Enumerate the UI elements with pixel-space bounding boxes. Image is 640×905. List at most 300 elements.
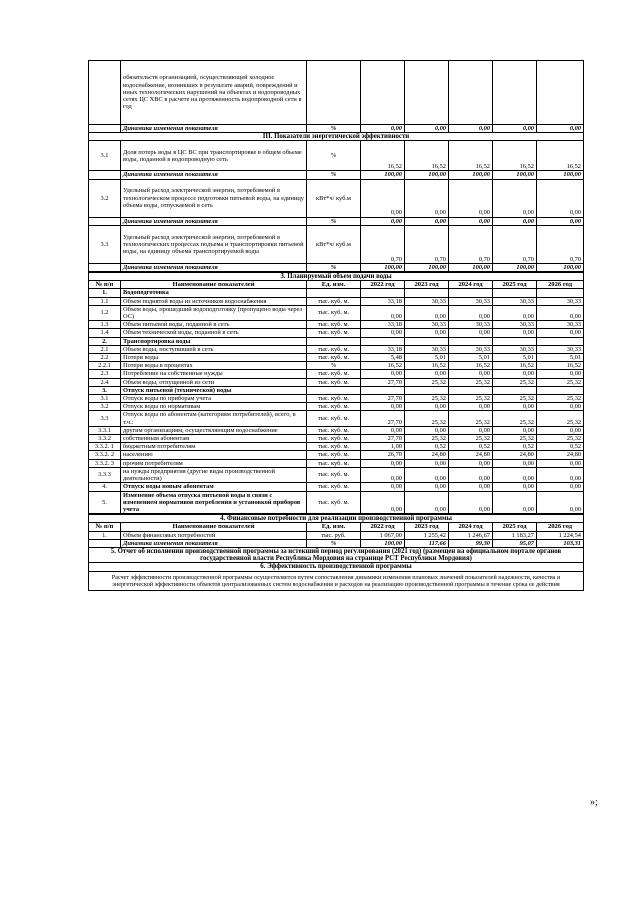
indicator-row [89,411,584,426]
row-value: 0,00 [405,217,449,225]
row-value [449,337,493,345]
row-value: 0,00 [361,403,405,411]
row-value: 25,32 [493,411,537,426]
row-value: 16,52 [537,362,584,370]
row-number [89,171,121,179]
row-name: Объем технической воды, поданной в сеть [121,329,307,337]
indicators-table [88,60,584,272]
row-unit: тыс. куб. м. [307,345,361,353]
indicator-row [89,354,584,362]
row-unit: % [307,263,361,271]
row-value: 0,00 [449,125,493,133]
indicator-row [89,403,584,411]
row-value: 0,00 [537,329,584,337]
row-name: прочим потребителям [121,459,307,467]
row-value: 25,32 [493,378,537,386]
row-unit: кВт*ч/ куб.м [307,225,361,263]
row-name: Динамика изменения показателя [121,125,307,133]
col-year-header: 2023 год [405,523,449,531]
indicator-row [89,297,584,305]
row-value: 5,01 [405,354,449,362]
row-value: 0,00 [361,426,405,434]
row-value: 1 067,00 [361,531,405,539]
row-value: 100,00 [449,171,493,179]
row-value: 0,00 [449,403,493,411]
indicator-row [89,305,584,320]
row-value: 0,00 [537,370,584,378]
row-unit: тыс. куб. м. [307,459,361,467]
row-value: 30,33 [405,345,449,353]
row-value: 30,33 [537,297,584,305]
row-value: 24,80 [405,451,449,459]
row-value: 0,00 [493,329,537,337]
row-value: 0,52 [405,443,449,451]
row-value: 1 183,27 [493,531,537,539]
row-value: 0,00 [361,370,405,378]
row-value: 24,80 [449,451,493,459]
row-value: 33,18 [361,345,405,353]
row-value: 100,00 [449,263,493,271]
row-value: 0,00 [449,483,493,491]
row-unit: тыс. куб. м. [307,329,361,337]
row-value: 100,00 [537,171,584,179]
row-unit [307,61,361,125]
row-value: 30,33 [537,345,584,353]
section-volume-title: 3. Планируемый объем подачи воды [89,273,584,281]
indicator-row [89,345,584,353]
row-number: 1. [89,531,121,539]
row-value: 0,00 [361,305,405,320]
row-unit: кВт*ч/ куб.м [307,179,361,217]
row-unit [307,289,361,297]
row-value: 25,32 [537,411,584,426]
row-value: 5,01 [537,354,584,362]
row-name: Объем финансовых потребностей [121,531,307,539]
row-value: 25,32 [537,435,584,443]
row-value: 26,70 [361,451,405,459]
row-number: 2.1 [89,345,121,353]
indicator-row [89,491,584,514]
row-value: 33,18 [361,297,405,305]
row-value: 0,00 [493,305,537,320]
row-unit [307,386,361,394]
row-number [89,539,121,547]
water-volume-table [88,272,584,514]
row-value: 0,00 [405,370,449,378]
row-unit: тыс. куб. м. [307,321,361,329]
indicator-row [89,467,584,482]
row-unit: тыс. куб. м. [307,411,361,426]
row-value: 16,52 [361,141,405,171]
row-name: Объем воды, отпущенной из сети [121,378,307,386]
row-value [493,61,537,125]
row-value: 0,00 [537,491,584,514]
row-number: 3.3 [89,411,121,426]
indicator-row [89,141,584,171]
row-value: 0,00 [449,491,493,514]
row-value: 0,00 [361,483,405,491]
row-value: 0,00 [405,491,449,514]
row-value: 0,00 [449,459,493,467]
row-value: 0,00 [493,483,537,491]
row-value [361,289,405,297]
row-value: 0,00 [405,467,449,482]
row-value: 0,70 [449,225,493,263]
row-name: Отпуск воды по абонентам (категориям потребителей), всего, в т.ч.: [121,411,307,426]
col-year-header: 2025 год [493,523,537,531]
row-value [449,289,493,297]
row-name: Динамика изменения показателя [121,263,307,271]
row-value [405,386,449,394]
row-value: 30,33 [405,321,449,329]
col-unit-header: Ед. изм. [307,281,361,289]
row-value: 30,33 [493,297,537,305]
row-name: Изменение объема отпуска питьевой воды в связи с изменением нормативов потребления и установкой приборов учета [121,491,307,514]
col-name-header: Наименование показателей [121,281,307,289]
row-value: 100,00 [405,263,449,271]
row-number [89,263,121,271]
row-value: 0,00 [493,179,537,217]
row-value: 1,00 [361,443,405,451]
row-value: 95,07 [493,539,537,547]
indicator-row [89,289,584,297]
row-value: 16,52 [449,362,493,370]
row-value: 27,70 [361,411,405,426]
row-name: Отпуск воды по приборам учета [121,395,307,403]
row-value [537,386,584,394]
row-number: 1.2 [89,305,121,320]
row-value: 117,66 [405,539,449,547]
row-value [405,337,449,345]
row-number [89,217,121,225]
row-value: 16,52 [493,362,537,370]
row-value: 25,32 [493,395,537,403]
row-value [361,386,405,394]
row-value [537,61,584,125]
dynamics-row [89,217,584,225]
row-unit: тыс. куб. м. [307,491,361,514]
section-energy-title: III. Показатели энергетической эффективности [89,133,584,141]
row-value: 100,00 [361,171,405,179]
col-number-header: № п/п [89,523,121,531]
row-value: 25,32 [537,395,584,403]
row-value: 100,00 [405,171,449,179]
row-value: 25,32 [405,378,449,386]
row-value: 0,00 [361,459,405,467]
indicator-row [89,61,584,125]
row-value: 0,00 [537,483,584,491]
dynamics-row [89,125,584,133]
row-unit: тыс. куб. м. [307,403,361,411]
row-value: 16,52 [493,141,537,171]
row-value: 16,52 [449,141,493,171]
row-number: 1.3 [89,321,121,329]
row-value: 25,32 [493,435,537,443]
col-year-header: 2025 год [493,281,537,289]
row-value: 0,00 [405,426,449,434]
finance-table [88,514,584,591]
row-unit: тыс. куб. м. [307,426,361,434]
row-value: 27,70 [361,435,405,443]
row-name: Удельный расход электрической энергии, потребляемой в технологическом процессе подготовки питьевой воды, на единицу объема воды, отпускаемой в сеть [121,179,307,217]
row-unit: тыс. куб. м. [307,435,361,443]
row-number [89,61,121,125]
row-name: Динамика изменения показателя [121,217,307,225]
row-value: 33,18 [361,321,405,329]
row-number: 3.2 [89,403,121,411]
row-value: 0,00 [537,217,584,225]
row-value: 25,32 [537,378,584,386]
row-value: 0,52 [493,443,537,451]
row-value: 0,00 [361,179,405,217]
row-value: 16,52 [405,141,449,171]
indicator-row [89,337,584,345]
row-unit: % [307,125,361,133]
row-value: 0,00 [537,125,584,133]
row-number: 1. [89,289,121,297]
row-value [405,289,449,297]
row-value [537,337,584,345]
row-value: 0,70 [537,225,584,263]
row-value: 0,00 [361,491,405,514]
row-unit: % [307,171,361,179]
row-value: 103,31 [537,539,584,547]
row-value: 0,70 [361,225,405,263]
row-name: Объем поднятой воды из источников водоснабжения [121,297,307,305]
indicator-row [89,443,584,451]
row-number: 3.3.2. 1 [89,443,121,451]
row-value: 0,52 [449,443,493,451]
row-value: 0,00 [405,403,449,411]
row-unit: тыс. куб. м. [307,378,361,386]
section-efficiency-title: 6. Эффективность производственной программы [89,563,584,571]
row-number: 2.3 [89,370,121,378]
row-unit [307,337,361,345]
row-value: 0,00 [405,459,449,467]
row-value: 30,33 [449,297,493,305]
indicator-row [89,531,584,539]
row-number: 1.1 [89,297,121,305]
row-value: 0,00 [537,403,584,411]
indicator-row [89,225,584,263]
row-value: 0,00 [493,426,537,434]
row-value: 0,00 [493,217,537,225]
row-number: 3.3.2. 3 [89,459,121,467]
row-value: 0,00 [449,370,493,378]
row-value: 30,33 [537,321,584,329]
indicator-row [89,386,584,394]
row-value: 0,00 [361,217,405,225]
row-value: 0,00 [493,467,537,482]
row-value: 30,33 [405,297,449,305]
row-number [89,125,121,133]
row-value [449,386,493,394]
row-name: Потери воды в процентах [121,362,307,370]
row-value: 100,00 [537,263,584,271]
row-value [361,337,405,345]
efficiency-text: Расчет эффективности производственной программы осуществляется путем сопоставления динамики изменения плановых значений показателей надежности, качества и энергетической эффективности объектов централизованных систем водоснабжения и расходов на реализацию производственной программы в течение срока ее действия [89,571,584,591]
row-value: 30,33 [493,321,537,329]
row-name: Объем воды, прошедший водоподготовку (пропущено воды через ОС) [121,305,307,320]
row-name: на нужды предприятия (другие виды производственной деятельности) [121,467,307,482]
row-number: 1.4 [89,329,121,337]
row-name: Отпуск питьевой (технической) воды [121,386,307,394]
row-value: 0,00 [405,125,449,133]
row-number: 4. [89,483,121,491]
volume-header-row [89,281,584,289]
indicator-row [89,435,584,443]
row-value: 0,00 [537,179,584,217]
row-name: Водоподготовка [121,289,307,297]
indicator-row [89,329,584,337]
row-value: 0,00 [493,459,537,467]
document-page [88,60,583,591]
indicator-row [89,378,584,386]
row-number: 3.3.2. 2 [89,451,121,459]
col-year-header: 2024 год [449,281,493,289]
row-value [405,61,449,125]
row-value: 0,00 [537,305,584,320]
row-number: 3.3.3 [89,467,121,482]
row-unit: тыс. куб. м. [307,395,361,403]
row-value: 0,00 [493,491,537,514]
dynamics-row [89,263,584,271]
row-number: 2. [89,337,121,345]
col-year-header: 2023 год [405,281,449,289]
row-unit: тыс. куб. м. [307,443,361,451]
section-finance-title: 4. Финансовые потребности для реализации производственной программы [89,515,584,523]
row-unit: % [307,362,361,370]
row-value: 0,00 [493,125,537,133]
indicator-row [89,179,584,217]
row-value: 0,00 [537,459,584,467]
row-value: 25,32 [405,411,449,426]
row-number: 2.4 [89,378,121,386]
row-name: населению [121,451,307,459]
row-value: 100,00 [493,263,537,271]
row-value: 0,00 [405,179,449,217]
row-value: 0,00 [449,217,493,225]
row-value: 0,00 [405,305,449,320]
indicator-row [89,370,584,378]
row-unit: % [307,141,361,171]
row-value: 100,00 [361,263,405,271]
row-name: Отпуск воды по нормативам [121,403,307,411]
row-value: 0,00 [537,467,584,482]
row-name: другим организациям, осуществляющим водоснабжение [121,426,307,434]
row-name: Объем воды, поступившей в сеть [121,345,307,353]
row-number: 3.3.2 [89,435,121,443]
row-value: 0,00 [449,179,493,217]
col-number-header: № п/п [89,281,121,289]
row-value: 25,32 [449,411,493,426]
row-number: 3. [89,386,121,394]
row-value: 0,00 [361,329,405,337]
row-value [537,289,584,297]
row-value: 16,52 [361,362,405,370]
row-value [493,386,537,394]
row-value [493,337,537,345]
row-unit: тыс. куб. м. [307,451,361,459]
row-number: 3.2 [89,179,121,217]
row-value: 27,70 [361,378,405,386]
section-report-title: 5. Отчет об исполнении производственной программы за истекший период регулирования (2021 год) (размещен на официальном портале органов государственной власти Республика Мордовия на странице РСТ Республики Мордовия) [89,547,584,562]
row-value: 24,80 [537,451,584,459]
row-number: 3.1 [89,141,121,171]
row-value: 16,52 [537,141,584,171]
row-value: 30,33 [493,345,537,353]
row-value: 0,00 [449,426,493,434]
row-value: 0,00 [449,305,493,320]
indicator-row [89,426,584,434]
row-name: Отпуск воды новым абонентам [121,483,307,491]
row-value: 5,01 [493,354,537,362]
col-year-header: 2024 год [449,523,493,531]
row-value: 1 246,67 [449,531,493,539]
row-unit: % [307,539,361,547]
row-value [361,61,405,125]
dynamics-row [89,171,584,179]
indicator-row [89,483,584,491]
row-number: 2.2 [89,354,121,362]
col-unit-header: Ед. изм. [307,523,361,531]
row-number: 3.1 [89,395,121,403]
row-name: Потери воды [121,354,307,362]
indicator-row [89,362,584,370]
row-name: Объем питьевой воды, поданной в сеть [121,321,307,329]
row-value: 0,00 [405,329,449,337]
finance-header-row [89,523,584,531]
row-name: Удельный расход электрической энергии, потребляемой в технологических процессах подъема и транспортировки питьевой воды, на единицу объема транспортируемой воды [121,225,307,263]
row-unit: тыс. куб. м. [307,483,361,491]
row-unit: тыс. руб. [307,531,361,539]
row-unit: тыс. куб. м. [307,297,361,305]
row-value: 27,70 [361,395,405,403]
row-number: 2.2.1 [89,362,121,370]
row-value: 30,33 [449,321,493,329]
row-value: 100,00 [493,171,537,179]
row-name: Динамика изменения показателя [121,539,307,547]
row-value: 30,33 [449,345,493,353]
row-unit: тыс. куб. м. [307,370,361,378]
closing-quote-mark: »; [590,797,598,808]
col-year-header: 2022 год [361,523,405,531]
col-name-header: Наименование показателей [121,523,307,531]
row-number: 3.3 [89,225,121,263]
row-value: 0,00 [493,403,537,411]
indicator-row [89,395,584,403]
row-unit: тыс. куб. м. [307,467,361,482]
indicator-row [89,321,584,329]
row-number: 3.3.1 [89,426,121,434]
row-value: 1 224,54 [537,531,584,539]
row-value: 25,32 [449,435,493,443]
row-number: 5. [89,491,121,514]
row-value: 5,01 [449,354,493,362]
col-year-header: 2022 год [361,281,405,289]
row-value: 25,32 [449,378,493,386]
row-value: 0,52 [537,443,584,451]
row-value: 0,00 [537,426,584,434]
row-name: Доля потерь воды в ЦС ВС при транспортировке в общем объеме воды, поданной в водопроводную сеть [121,141,307,171]
row-value: 100,00 [361,539,405,547]
col-year-header: 2026 год [537,281,584,289]
row-name: собственным абонентам [121,435,307,443]
row-value [493,289,537,297]
row-value: 0,00 [405,483,449,491]
row-value: 0,70 [493,225,537,263]
row-value: 99,30 [449,539,493,547]
